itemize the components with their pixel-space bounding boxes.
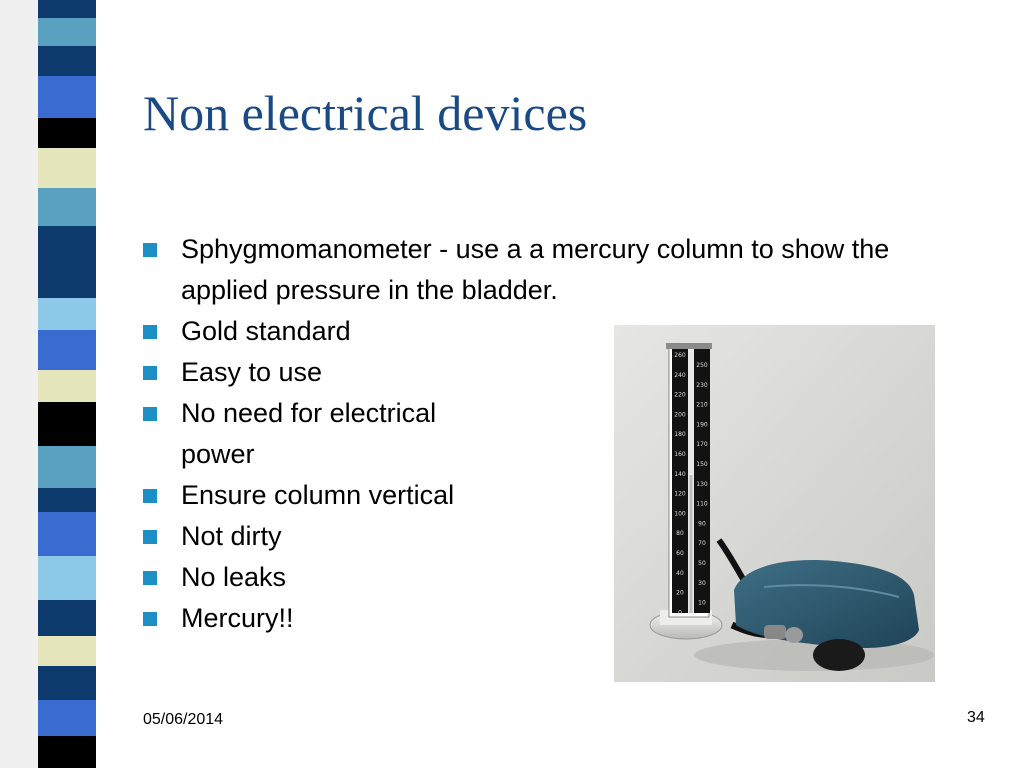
scale-tick-label: 0: [678, 609, 682, 617]
stripe-gap: [96, 518, 114, 550]
stripe-segment: [38, 700, 96, 736]
stripe-segment: [38, 446, 96, 488]
stripe-segment: [38, 402, 96, 446]
stripe-segment: [38, 370, 96, 402]
scale-tick-label: 120: [674, 490, 686, 498]
stripe-segment: [38, 18, 96, 46]
sphygmomanometer-photo: [614, 325, 935, 682]
bullet-text: No need for electrical power: [181, 398, 437, 469]
stripe-gap: [96, 304, 114, 324]
square-bullet-icon: [143, 489, 157, 503]
stripe-segment: [38, 330, 96, 370]
bullet-text: Ensure column vertical: [181, 480, 455, 510]
stripe-segment: [38, 0, 96, 18]
scale-tick-label: 100: [674, 510, 686, 518]
stripe-gap: [96, 742, 114, 762]
scale-tick-label: 80: [676, 530, 684, 538]
stripe-gap: [96, 124, 114, 142]
stripe-gap: [96, 82, 114, 112]
bullet-text: Sphygmomanometer - use a a mercury column to show the applied pressure in the bladder.: [181, 234, 890, 305]
bullet-text: Gold standard: [181, 316, 351, 346]
stripe-segment: [38, 556, 96, 600]
scale-tick-label: 150: [696, 461, 708, 468]
bullet-text: Easy to use: [181, 357, 323, 387]
scale-tick-label: 50: [698, 560, 706, 567]
stripe-gap: [96, 194, 114, 220]
scale-tick-label: 70: [698, 540, 706, 548]
stripe-segment: [38, 298, 96, 330]
footer-date: 05/06/2014: [143, 711, 224, 728]
scale-tick-label: 220: [674, 391, 686, 399]
square-bullet-icon: [143, 571, 157, 585]
bullet-text: Not dirty: [181, 521, 282, 551]
stripe-segment: [38, 76, 96, 118]
stripe-segment: [38, 226, 96, 270]
scale-tick-label: 10: [698, 599, 706, 607]
stripe-gap: [96, 276, 114, 292]
stripe-gap: [96, 494, 114, 506]
stripe-segment: [38, 636, 96, 666]
square-bullet-icon: [143, 407, 157, 421]
bullet-item: [143, 229, 943, 311]
scale-tick-label: 200: [674, 411, 686, 419]
scale-tick-label: 170: [696, 441, 708, 449]
scale-tick-label: 250: [696, 362, 708, 369]
scale-tick-label: 160: [674, 451, 686, 458]
stripe-segment: [38, 118, 96, 148]
scale-tick-label: 130: [696, 480, 708, 488]
stripe-gap: [96, 376, 114, 396]
stripe-segment: [38, 188, 96, 226]
stripe-gap: [96, 606, 114, 630]
scale-tick-label: 30: [698, 579, 706, 587]
bullet-item: [143, 393, 511, 475]
scale-tick-label: 190: [696, 421, 708, 429]
stripe-segment: [38, 600, 96, 636]
stripe-gap: [96, 336, 114, 364]
stripe-segment: [38, 46, 96, 76]
stripe-margin: [0, 0, 38, 768]
bullet-text: Mercury!!: [181, 603, 294, 633]
scale-tick-label: 140: [674, 470, 686, 478]
scale-tick-label: 110: [696, 500, 708, 508]
stripe-segment: [38, 736, 96, 768]
square-bullet-icon: [143, 366, 157, 380]
stripe-gap: [96, 52, 114, 70]
scale-tick-label: 40: [676, 569, 684, 577]
square-bullet-icon: [143, 243, 157, 257]
bullet-text: No leaks: [181, 562, 287, 592]
stripe-gap: [96, 154, 114, 182]
stripe-gap: [96, 706, 114, 730]
square-bullet-icon: [143, 325, 157, 339]
stripe-segment: [38, 512, 96, 556]
stripe-gap: [96, 6, 114, 14]
scale-tick-label: 180: [674, 431, 686, 439]
stripe-gap: [96, 408, 114, 440]
scale-tick-label: 260: [674, 352, 686, 359]
scale-tick-label: 90: [698, 520, 706, 528]
scale-tick-label: 60: [676, 550, 684, 557]
slide-title: Non electrical devices: [143, 85, 588, 141]
stripe-gap: [96, 672, 114, 694]
stripe-segment: [38, 148, 96, 188]
scale-tick-label: 230: [696, 381, 708, 389]
decorative-stripe: [0, 0, 118, 768]
stripe-gap: [96, 642, 114, 660]
square-bullet-icon: [143, 612, 157, 626]
square-bullet-icon: [143, 530, 157, 544]
page-number: 34: [967, 709, 985, 726]
stripe-gap: [96, 452, 114, 482]
scale-tick-label: 210: [696, 401, 708, 409]
scale-tick-label: 240: [674, 371, 686, 379]
stripe-segment: [38, 666, 96, 700]
stripe-segment: [38, 270, 96, 298]
scale-tick-label: 20: [676, 589, 684, 597]
stripe-gap: [96, 24, 114, 40]
stripe-gap: [96, 562, 114, 594]
stripe-gap: [96, 232, 114, 264]
stripe-segment: [38, 488, 96, 512]
